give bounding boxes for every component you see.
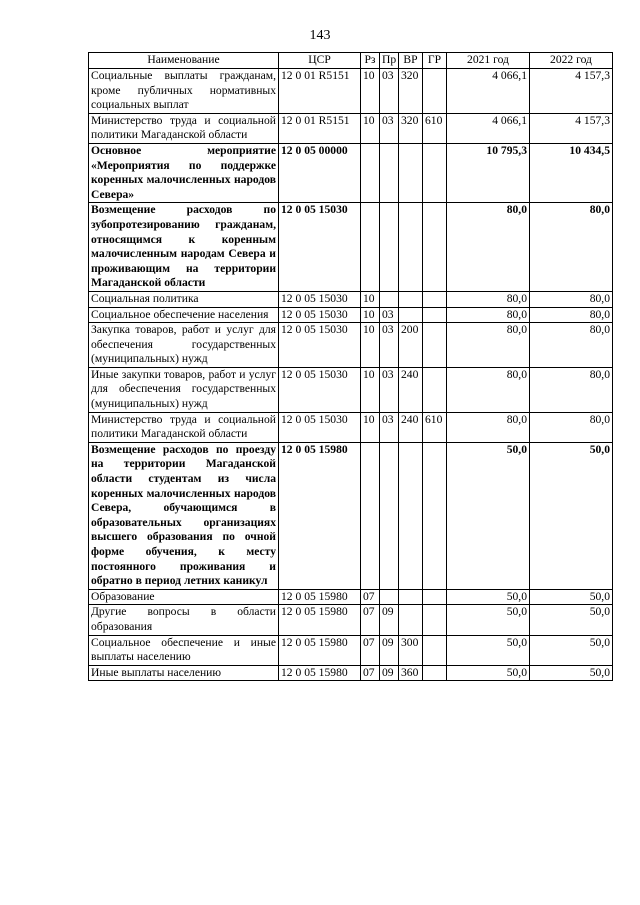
cell-rz [361,143,380,202]
cell-2021: 50,0 [447,665,530,681]
cell-rz: 10 [361,412,380,442]
cell-2022: 50,0 [530,605,613,635]
cell-2021: 80,0 [447,367,530,412]
cell-pr [380,143,399,202]
header-gr: ГР [423,53,447,69]
header-row [89,53,613,69]
cell-pr: 09 [380,605,399,635]
header-vr: ВР [399,53,423,69]
cell-vr [399,307,423,323]
cell-csr: 12 0 05 15980 [279,442,361,589]
cell-csr: 12 0 05 15030 [279,291,361,307]
cell-vr [399,605,423,635]
cell-csr: 12 0 05 15030 [279,412,361,442]
cell-pr [380,203,399,292]
cell-2021: 50,0 [447,442,530,589]
cell-name: Иные выплаты населению [89,665,279,681]
cell-name: Социальные выплаты гражданам, кроме публичных нормативных социальных выплат [89,69,279,114]
cell-2022: 50,0 [530,635,613,665]
cell-name: Возмещение расходов по проезду на территории Магаданской области студентам из числа коренных малочисленных народов Севера, обучающимся в образовательных организациях высшего образования по очной форме обучения, к месту постоянного проживания и обратно в период летних каникул [89,442,279,589]
header-pr: Пр [380,53,399,69]
cell-rz: 07 [361,635,380,665]
cell-csr: 12 0 05 15030 [279,203,361,292]
cell-pr: 03 [380,412,399,442]
cell-gr: 610 [423,412,447,442]
cell-pr: 09 [380,665,399,681]
cell-csr: 12 0 05 15980 [279,589,361,605]
cell-name: Социальная политика [89,291,279,307]
table-row [89,442,613,589]
cell-csr: 12 0 05 15030 [279,307,361,323]
cell-2022: 80,0 [530,307,613,323]
cell-pr: 03 [380,367,399,412]
cell-2021: 80,0 [447,307,530,323]
cell-name: Иные закупки товаров, работ и услуг для обеспечения государственных (муниципальных) нужд [89,367,279,412]
cell-csr: 12 0 05 15980 [279,605,361,635]
table-row [89,307,613,323]
cell-2022: 80,0 [530,367,613,412]
cell-pr: 03 [380,323,399,368]
table-body [89,69,613,681]
cell-2022: 4 157,3 [530,69,613,114]
cell-vr: 240 [399,412,423,442]
cell-gr [423,143,447,202]
cell-2022: 4 157,3 [530,113,613,143]
cell-name: Образование [89,589,279,605]
cell-name: Закупка товаров, работ и услуг для обеспечения государственных (муниципальных) нужд [89,323,279,368]
cell-vr: 320 [399,69,423,114]
cell-vr [399,291,423,307]
cell-vr: 240 [399,367,423,412]
header-2022: 2022 год [530,53,613,69]
table-row [89,291,613,307]
cell-vr [399,143,423,202]
cell-gr [423,665,447,681]
cell-2022: 80,0 [530,323,613,368]
cell-2022: 10 434,5 [530,143,613,202]
table-row [89,589,613,605]
cell-rz [361,442,380,589]
cell-pr: 09 [380,635,399,665]
table-row [89,143,613,202]
cell-vr: 320 [399,113,423,143]
cell-name: Основное мероприятие «Мероприятия по поддержке коренных малочисленных народов Севера» [89,143,279,202]
cell-pr: 03 [380,69,399,114]
cell-2022: 80,0 [530,291,613,307]
cell-gr [423,307,447,323]
cell-gr [423,605,447,635]
table-row [89,635,613,665]
cell-gr [423,291,447,307]
cell-rz [361,203,380,292]
cell-rz: 07 [361,589,380,605]
cell-pr: 03 [380,307,399,323]
cell-rz: 07 [361,665,380,681]
header-csr: ЦСР [279,53,361,69]
cell-name: Министерство труда и социальной политики Магаданской области [89,113,279,143]
cell-csr: 12 0 05 15980 [279,635,361,665]
table-row [89,605,613,635]
cell-pr [380,442,399,589]
cell-2021: 10 795,3 [447,143,530,202]
cell-rz: 10 [361,307,380,323]
cell-csr: 12 0 05 15980 [279,665,361,681]
cell-2021: 4 066,1 [447,113,530,143]
cell-2021: 80,0 [447,203,530,292]
cell-2022: 80,0 [530,412,613,442]
table-row [89,113,613,143]
cell-gr [423,203,447,292]
cell-rz: 07 [361,605,380,635]
cell-pr [380,589,399,605]
budget-table [88,52,613,681]
cell-rz: 10 [361,113,380,143]
cell-gr [423,69,447,114]
cell-rz: 10 [361,323,380,368]
header-rz: Рз [361,53,380,69]
cell-2021: 50,0 [447,589,530,605]
cell-vr [399,589,423,605]
cell-vr: 360 [399,665,423,681]
table-row [89,203,613,292]
cell-2022: 50,0 [530,589,613,605]
cell-csr: 12 0 05 00000 [279,143,361,202]
cell-gr [423,323,447,368]
table-row [89,367,613,412]
cell-csr: 12 0 01 R5151 [279,113,361,143]
cell-vr [399,203,423,292]
cell-gr [423,635,447,665]
table-row [89,69,613,114]
cell-2021: 50,0 [447,635,530,665]
header-2021: 2021 год [447,53,530,69]
cell-2021: 80,0 [447,323,530,368]
cell-2021: 4 066,1 [447,69,530,114]
header-name: Наименование [89,53,279,69]
cell-name: Социальное обеспечение населения [89,307,279,323]
cell-name: Возмещение расходов по зубопротезированию гражданам, относящимся к коренным малочисленным народам Севера и проживающим на территории Магаданской области [89,203,279,292]
cell-name: Другие вопросы в области образования [89,605,279,635]
cell-vr: 300 [399,635,423,665]
cell-name: Министерство труда и социальной политики Магаданской области [89,412,279,442]
cell-rz: 10 [361,291,380,307]
cell-gr [423,589,447,605]
cell-csr: 12 0 05 15030 [279,367,361,412]
cell-vr [399,442,423,589]
cell-2022: 50,0 [530,442,613,589]
cell-pr [380,291,399,307]
cell-csr: 12 0 01 R5151 [279,69,361,114]
table-row [89,412,613,442]
cell-pr: 03 [380,113,399,143]
page-number: 143 [309,28,331,43]
cell-2022: 80,0 [530,203,613,292]
cell-2021: 80,0 [447,412,530,442]
cell-rz: 10 [361,69,380,114]
table-row [89,665,613,681]
cell-vr: 200 [399,323,423,368]
cell-name: Социальное обеспечение и иные выплаты населению [89,635,279,665]
cell-gr: 610 [423,113,447,143]
cell-2021: 80,0 [447,291,530,307]
cell-gr [423,442,447,589]
cell-gr [423,367,447,412]
cell-2021: 50,0 [447,605,530,635]
cell-rz: 10 [361,367,380,412]
cell-csr: 12 0 05 15030 [279,323,361,368]
table-row [89,323,613,368]
cell-2022: 50,0 [530,665,613,681]
